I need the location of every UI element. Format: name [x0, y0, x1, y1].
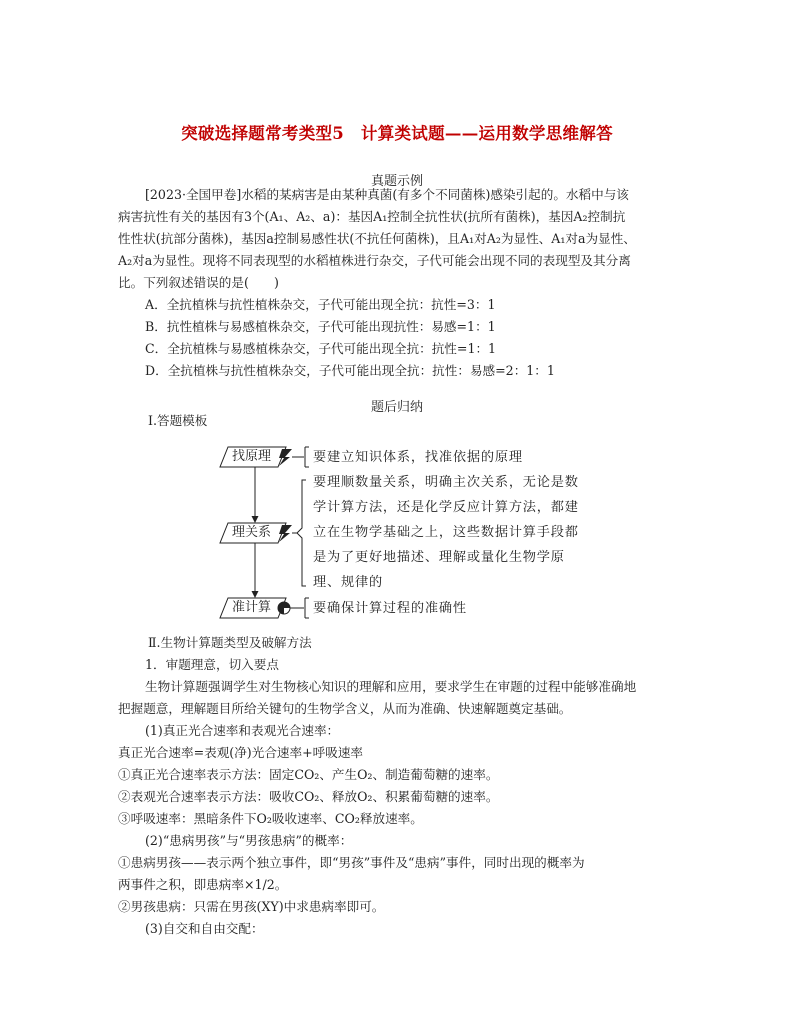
- section-heading-summary: 题后归纳: [370, 400, 423, 415]
- lightning-icon: [279, 525, 292, 542]
- step1-text: 要建立知识体系，找准依据的原理: [313, 450, 523, 465]
- item1-line: ①真正光合速率表示方法：固定CO₂、产生O₂、制造葡萄糖的速率。: [118, 767, 499, 782]
- body-line: 生物计算题强调学生对生物核心知识的理解和应用，要求学生在审题的过程中能够准确地: [145, 679, 637, 694]
- step2-text-line: 是为了更好地描述、理解或量化生物学原: [313, 550, 565, 565]
- question-line: A₂对a为显性。现将不同表现型的水稻植株进行杂交，子代可能会出现不同的表现型及其分离: [118, 253, 631, 268]
- item2-line: 两事件之积，即患病率×1/2。: [118, 877, 288, 892]
- part1-label: Ⅰ.答题模板: [148, 413, 208, 428]
- item1-line: ③呼吸速率：黑暗条件下O₂吸收速率、CO₂释放速率。: [118, 811, 423, 826]
- step2-text-line: 要理顺数量关系，明确主次关系，无论是数: [313, 475, 579, 490]
- step1-label: 找原理: [232, 449, 272, 464]
- step3-label: 准计算: [232, 600, 272, 615]
- question-line: 比。下列叙述错误的是( ): [118, 275, 279, 290]
- question-line: 病害抗性有关的基因有3个(A₁、A₂、a)：基因A₁控制全抗性状(抗所有菌株)，基因A₂控制抗: [118, 209, 626, 224]
- item2-line: ②男孩患病：只需在男孩(XY)中求患病率即可。: [118, 899, 385, 914]
- item1-line: ②表观光合速率表示方法：吸收CO₂、释放O₂、积累葡萄糖的速率。: [118, 789, 499, 804]
- step2-label: 理关系: [232, 525, 272, 540]
- question-line: [2023·全国甲卷]水稻的某病害是由某种真菌(有多个不同菌株)感染引起的。水稻中与该: [145, 187, 629, 202]
- item1-formula: 真正光合速率=表观(净)光合速率+呼吸速率: [118, 745, 364, 760]
- item1-heading: (1)真正光合速率和表观光合速率：: [145, 723, 340, 738]
- body-line: 把握题意，理解题目所给关键句的生物学含义，从而为准确、快速解题奠定基础。: [118, 701, 572, 716]
- option-d: D．全抗植株与抗性植株杂交，子代可能出现全抗：抗性：易感=2：1：1: [145, 363, 555, 378]
- lightning-icon: [279, 449, 292, 466]
- question-line: 性性状(抗部分菌株)，基因a控制易感性状(不抗任何菌株)，且A₁对A₂为显性、A₁对a为显性、: [118, 231, 636, 246]
- step3-text: 要确保计算过程的准确性: [313, 601, 467, 616]
- step2-text-line: 立在生物学基础之上，这些数据计算手段都: [313, 525, 579, 540]
- item2-line: ①患病男孩——表示两个独立事件，即“男孩”事件及“患病”事件，同时出现的概率为: [118, 855, 585, 870]
- section-heading-real-example: 真题示例: [370, 174, 423, 189]
- step2-text-line: 学计算方法，还是化学反应计算方法，都建: [313, 500, 579, 515]
- item2-heading: (2)“患病男孩”与“男孩患病”的概率：: [145, 833, 353, 848]
- sub1-label: 1．审题理意，切入要点: [145, 657, 279, 672]
- bracket-line: [297, 480, 306, 586]
- option-c: C．全抗植株与易感植株杂交，子代可能出现全抗：抗性=1：1: [145, 341, 497, 356]
- document-title: 突破选择题常考类型5 计算类试题——运用数学思维解答: [181, 124, 613, 143]
- item3-heading: (3)自交和自由交配：: [145, 921, 264, 936]
- option-a: A．全抗植株与抗性植株杂交，子代可能出现全抗：抗性=3：1: [145, 297, 496, 312]
- option-b: B．抗性植株与易感植株杂交，子代可能出现抗性：易感=1：1: [145, 319, 496, 334]
- part2-label: Ⅱ.生物计算题类型及破解方法: [148, 635, 312, 650]
- step2-text-line: 理、规律的: [313, 575, 383, 590]
